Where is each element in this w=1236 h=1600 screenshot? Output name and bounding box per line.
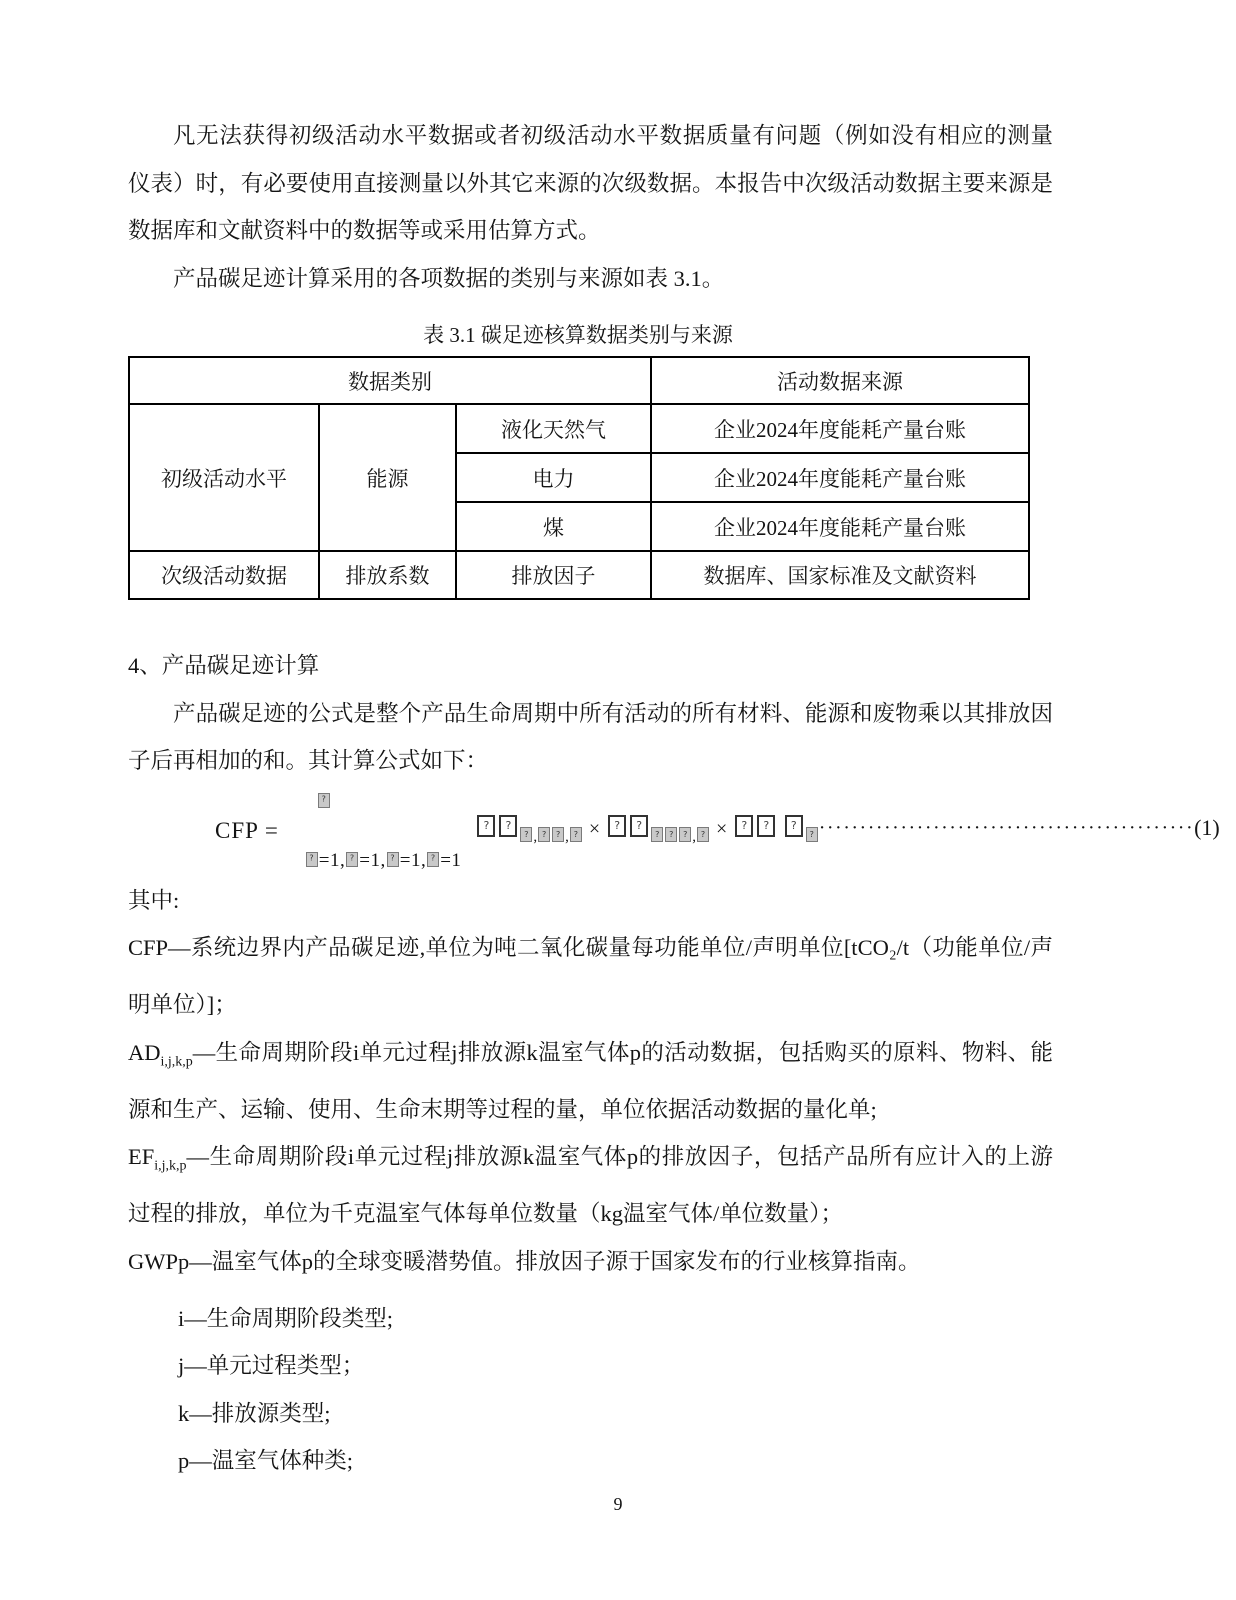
- cell-emission-factor: 排放因子: [456, 551, 651, 599]
- table-row: [129, 551, 1029, 599]
- term-ef-subscript: ? ? ? $_,$ ?: [650, 829, 710, 845]
- index-definition-j: j—单元过程类型；: [178, 1353, 365, 1378]
- sum-lower-limit: ?=1, ? =1, ? =1, ? =1: [305, 851, 462, 870]
- term-ad: [475, 815, 519, 840]
- definition-cfp-text: —系统边界内产品碳足迹,单位为吨二氧化碳量每功能单位/声明单位[tCO₂/t（功能单位/声明单位）]；: [128, 935, 1053, 1017]
- where-label: 其中:: [128, 887, 180, 913]
- table-row: [129, 404, 1029, 453]
- table-header-row: [129, 357, 1029, 404]
- multiply-sign: ×: [715, 818, 728, 840]
- cell-emission-coefficient: 排放系数: [319, 551, 456, 599]
- cfp-formula: [128, 785, 1220, 877]
- dotted-leader: ··············································: [818, 817, 1195, 839]
- term-ef: [606, 815, 650, 840]
- definition-cfp: [128, 924, 1053, 1029]
- cell-secondary-activity-data: 次级活动数据: [129, 551, 319, 599]
- symbol-ef: EF: [128, 1144, 155, 1169]
- cell-energy: 能源: [319, 404, 456, 551]
- table-caption: 表 3.1 碳足迹核算数据类别与来源: [423, 323, 733, 347]
- equation-number: (1): [1194, 815, 1220, 840]
- header-cell-activity-source: 活动数据来源: [651, 357, 1029, 404]
- cell-coal-source: 企业2024年度能耗产量台账: [651, 502, 1029, 551]
- section-intro-paragraph: 产品碳足迹的公式是整个产品生命周期中所有活动的所有材料、能源和废物乘以其排放因子后再相加的和。其计算公式如下：: [128, 700, 1053, 773]
- definition-ef-text: —生命周期阶段i单元过程j排放源k温室气体p的排放因子，包括产品所有应计入的上游过程的排放，单位为千克温室气体每单位数量（kg温室气体/单位数量）；: [128, 1144, 1053, 1226]
- index-definition-i: i—生命周期阶段类型;: [178, 1305, 394, 1331]
- index-definition-k: k—排放源类型;: [178, 1400, 331, 1426]
- index-definition-p: p—温室气体种类;: [178, 1448, 354, 1473]
- formula-lhs: CFP =: [215, 817, 279, 843]
- cell-primary-activity-level: 初级活动水平: [129, 404, 319, 551]
- symbol-ad-subscript: i,j,k,p: [160, 1054, 193, 1069]
- symbol-gwp: GWPp: [128, 1248, 190, 1274]
- summation-limits: [305, 792, 462, 870]
- symbol-cfp: CFP: [128, 935, 169, 960]
- cell-coal: 煤: [456, 502, 651, 551]
- header-cell-data-category: 数据类别: [129, 357, 651, 404]
- cell-lng: 液化天然气: [456, 404, 651, 453]
- cell-lng-source: 企业2024年度能耗产量台账: [651, 404, 1029, 453]
- section-heading: 4、产品碳足迹计算: [128, 653, 320, 678]
- definition-ad-text: —生命周期阶段i单元过程j排放源k温室气体p的活动数据，包括购买的原料、物料、能源和生产、运输、使用、生命末期等过程的量，单位依据活动数据的量化单;: [128, 1039, 1053, 1122]
- term-ad-subscript: $?_{, ? ? ,}$ ?: [519, 829, 583, 845]
- data-source-table: [128, 356, 1030, 600]
- paragraph-intro: 凡无法获得初级活动水平数据或者初级活动水平数据质量有问题（例如没有相应的测量 仪表）时，有必要使用直接测量以外其它来源的次级数据。本报告中次级活动数据主要来源是数据库和文献资料中的数据等或采用估算方式。: [128, 123, 1053, 243]
- sum-upper-limit: [305, 792, 462, 811]
- term-gwp-subscript: [805, 829, 819, 845]
- paragraph-table-ref: 产品碳足迹计算采用的各项数据的类别与来源如表 3.1。: [173, 265, 725, 291]
- cell-secondary-source: 数据库、国家标准及文献资料: [651, 551, 1029, 599]
- cell-electricity-source: 企业2024年度能耗产量台账: [651, 453, 1029, 502]
- page-content: [128, 0, 1220, 1485]
- definition-ad: [128, 1029, 1053, 1134]
- symbol-ef-subscript: i,j,k,p: [154, 1158, 187, 1174]
- definition-ef: [128, 1133, 1053, 1238]
- multiply-sign: ×: [588, 818, 601, 840]
- page-number: 9: [613, 1494, 623, 1514]
- definition-gwp-text: —温室气体p的全球变暖潜势值。排放因子源于国家发布的行业核算指南。: [189, 1248, 921, 1274]
- definition-gwp: [128, 1238, 1053, 1295]
- formula-terms: [475, 815, 1219, 846]
- term-gwp: [733, 815, 805, 840]
- cell-electricity: 电力: [456, 453, 651, 502]
- symbol-ad: AD: [128, 1039, 161, 1065]
